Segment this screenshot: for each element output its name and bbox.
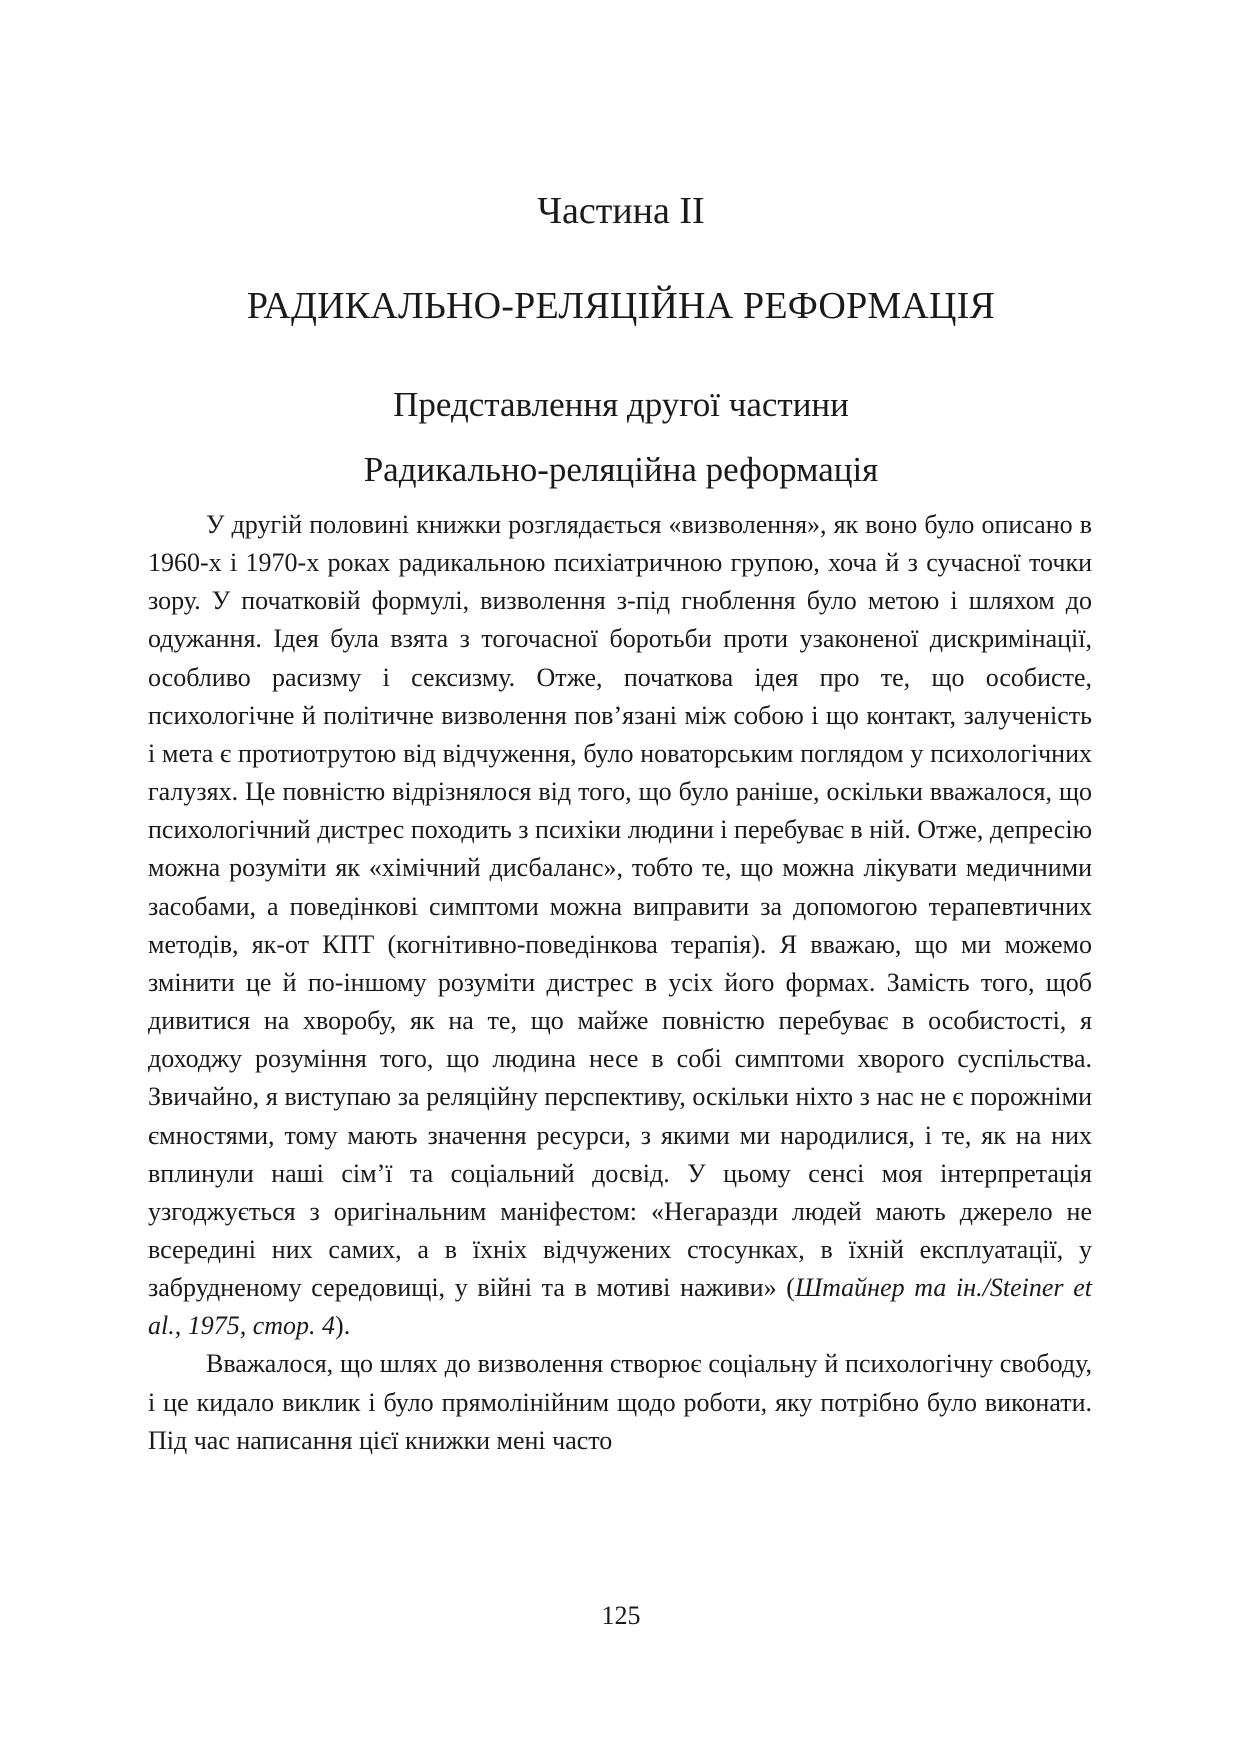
part-title: Частина ІІ	[537, 190, 705, 232]
paragraph-2	[148, 1345, 1092, 1459]
paragraph-2-text: Вважалося, що шлях до визволення створює соціальну й психологічну свободу, і це кидало виклик і було прямолінійним щодо роботи, яку потрібно було виконати. Під час написання цієї книжки мені часто	[148, 1349, 1092, 1455]
section-title	[0, 372, 1242, 502]
paragraph-1-text: У другій половині книжки розглядається «визволення», як воно було описано в 1960-х і 1970-х роках радикальною психіатричною групою, хоча й з сучасної точки зору. У початковій формулі, визволення з-під гноблення було метою і шляхом до одужання. Ідея була взята з тогочасної боротьби проти узаконеної дискримінації, особливо расизму і сексизму. Отже, початкова ідея про те, що особисте, психологічне й політичне визволення пов’язані між собою і що контакт, залученість і мета є протиотрутою від відчуження, було новаторським поглядом у психологічних галузях. Це повністю відрізнялося від того, що було раніше, оскільки вважалося, що психологічний дистрес походить з психіки людини і перебуває в ній. Отже, депресію можна розуміти як «хімічний дисбаланс», тобто те, що можна лікувати медичними засобами, а поведінкові симптоми можна виправити за допомогою терапевтичних методів, як-от КПТ (когнітивно-поведінкова терапія). Я вважаю, що ми можемо змінити це й по-іншому розуміти дистрес в усіх його формах. Замість того, щоб дивитися на хворобу, як на те, що майже повністю перебуває в особистості, я доходжу розуміння того, що людина несе в собі симптоми хворого суспільства. Звичайно, я виступаю за реляційну перспективу, оскільки ніхто з нас не є порожніми ємностями, тому мають значення ресурси, з якими ми народилися, і те, як на них вплинули наші сім’ї та соціальний досвід. У цьому сенсі моя інтерпретація узгоджується з оригінальним маніфестом: «Негаразди людей мають джерело не всередині них самих, а в їхніх відчужених стосунках, в їхній експлуатації, у забрудненому середовищі, у війні та в мотиві наживи» (	[148, 510, 1092, 1303]
page-number: 125	[601, 1601, 641, 1630]
body-text	[148, 506, 1092, 1460]
section-title-line-1: Представлення другої частини	[393, 385, 849, 424]
paragraph-1-end: ).	[335, 1311, 351, 1341]
paragraph-1	[148, 506, 1092, 1345]
main-title: РАДИКАЛЬНО-РЕЛЯЦІЙНА РЕФОРМАЦІЯ	[246, 285, 996, 327]
citation: Штайнер та ін./Steiner et al., 1975, стор. 4	[148, 1273, 1092, 1341]
section-title-line-2: Радикально-реляційна реформація	[363, 450, 879, 489]
